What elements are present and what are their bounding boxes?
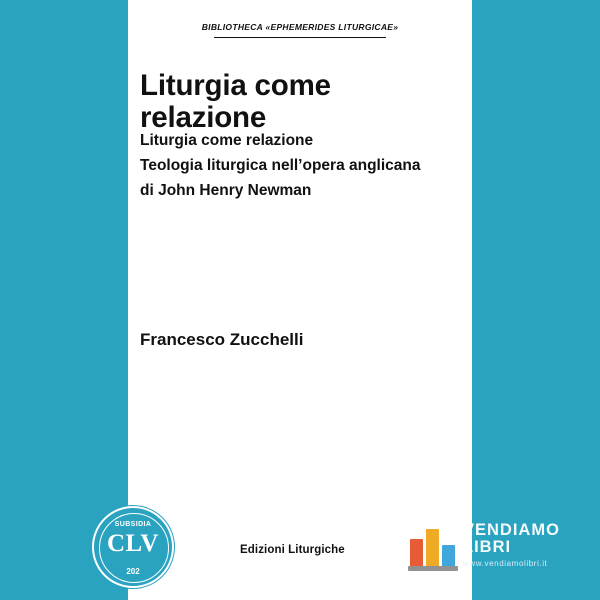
series-title: BIBLIOTHECA «EPHEMERIDES LITURGICAE» xyxy=(201,22,399,32)
watermark-line-2: LIBRI xyxy=(463,538,512,557)
subtitle-line-2: Teologia liturgica nell’opera anglicana xyxy=(140,157,421,175)
page-title: Liturgia come relazione xyxy=(140,69,331,135)
publisher-seal xyxy=(92,506,174,588)
series-divider xyxy=(214,37,386,38)
watermark-text xyxy=(463,522,560,568)
publisher-name: Edizioni Liturgiche xyxy=(240,544,345,556)
author-name: Francesco Zucchelli xyxy=(140,330,304,349)
seal-series-label: SUBSIDIA xyxy=(114,521,152,528)
right-color-band xyxy=(472,0,600,600)
watermark-line-1: VENDIAMO xyxy=(463,520,560,539)
subtitle-line-3: di John Henry Newman xyxy=(140,182,312,200)
watermark-line-3: www.vendiamolibri.it xyxy=(463,558,548,568)
subtitle-line-1: Liturgia come relazione xyxy=(140,132,314,149)
seal-volume-number: 202 xyxy=(126,567,140,576)
seal-acronym: CLV xyxy=(107,530,159,557)
vendiamo-libri-watermark xyxy=(410,512,592,578)
cover-page-area xyxy=(128,0,472,600)
left-color-band xyxy=(0,0,128,600)
books-icon xyxy=(410,523,456,567)
subtitle-block xyxy=(140,128,460,203)
